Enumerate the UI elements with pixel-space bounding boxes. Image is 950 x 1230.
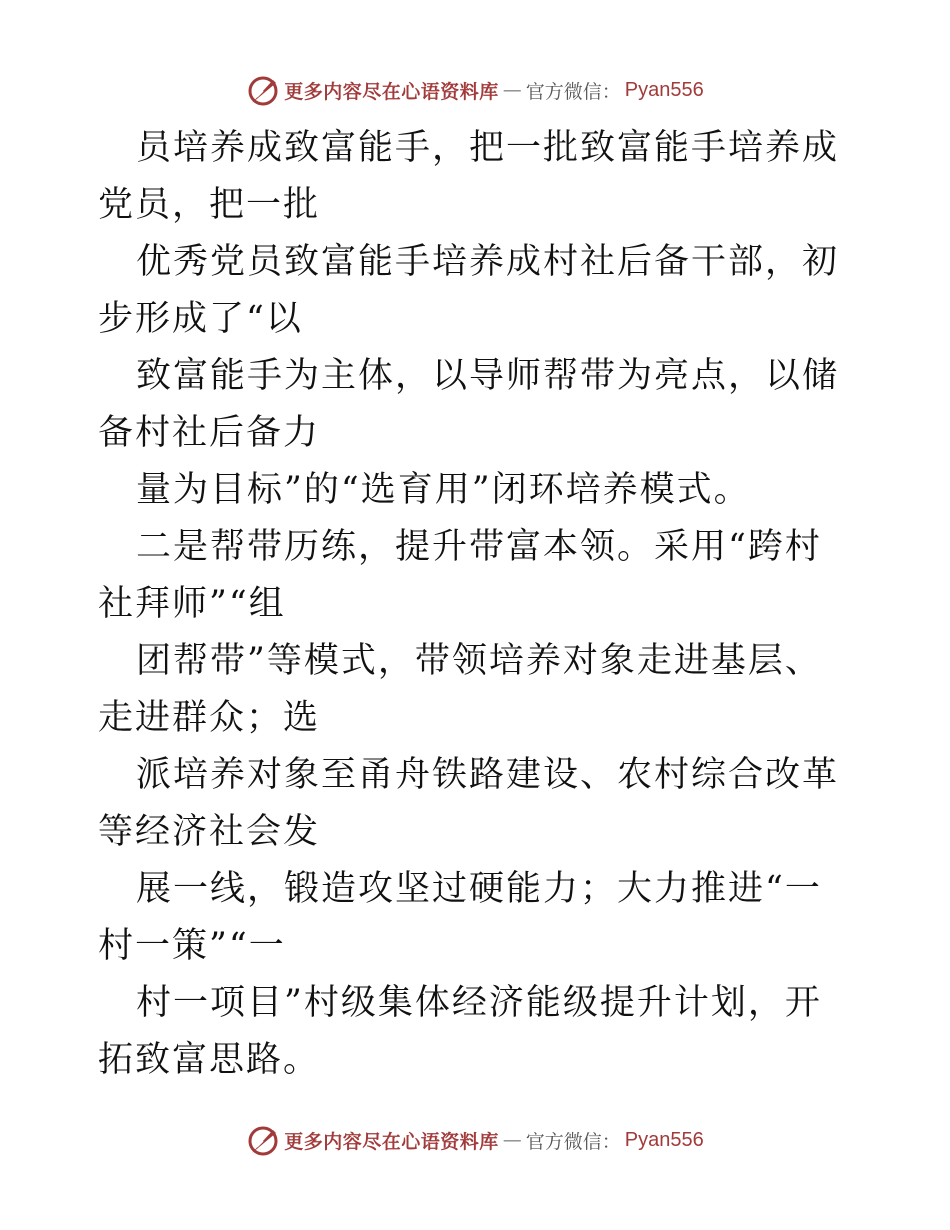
footer-watermark	[0, 1120, 950, 1160]
paragraph: 团帮带”等模式，带领培养对象走进基层、走进群众；选	[98, 641, 822, 738]
watermark-site-text: 更多内容尽在心语资料库	[284, 80, 499, 103]
watermark-site-text: 更多内容尽在心语资料库	[284, 1130, 499, 1153]
paragraph: 二是帮带历练，提升带富本领。采用“跨村社拜师”“组	[98, 527, 822, 624]
paragraph: 优秀党员致富能手培养成村社后备干部，初步形成了“以	[98, 242, 840, 339]
watermark-wechat-label: 官方微信：	[525, 80, 621, 103]
quill-logo-icon	[246, 1123, 280, 1157]
paragraph: 展一线，锻造攻坚过硬能力；大力推进“一村一策”“一	[98, 869, 822, 966]
paragraph: 致富能手为主体，以导师帮带为亮点，以储备村社后备力	[98, 356, 840, 453]
paragraph: 村一项目”村级集体经济能级提升计划，开拓致富思路。	[98, 983, 822, 1080]
quill-logo-icon	[246, 73, 280, 107]
header-watermark	[0, 70, 950, 110]
watermark-wechat-label: 官方微信：	[525, 1130, 621, 1153]
paragraph: 派培养对象至甬舟铁路建设、农村综合改革等经济社会发	[98, 755, 840, 852]
watermark-dash: —	[502, 1129, 522, 1151]
document-body	[98, 120, 858, 1089]
watermark-dash: —	[502, 79, 522, 101]
paragraph: 员培养成致富能手，把一批致富能手培养成党员，把一批	[98, 128, 840, 225]
watermark-wechat-id: Pyan556	[624, 78, 704, 101]
paragraph: 量为目标”的“选育用”闭环培养模式。	[136, 470, 751, 510]
watermark-wechat-id: Pyan556	[624, 1128, 704, 1151]
